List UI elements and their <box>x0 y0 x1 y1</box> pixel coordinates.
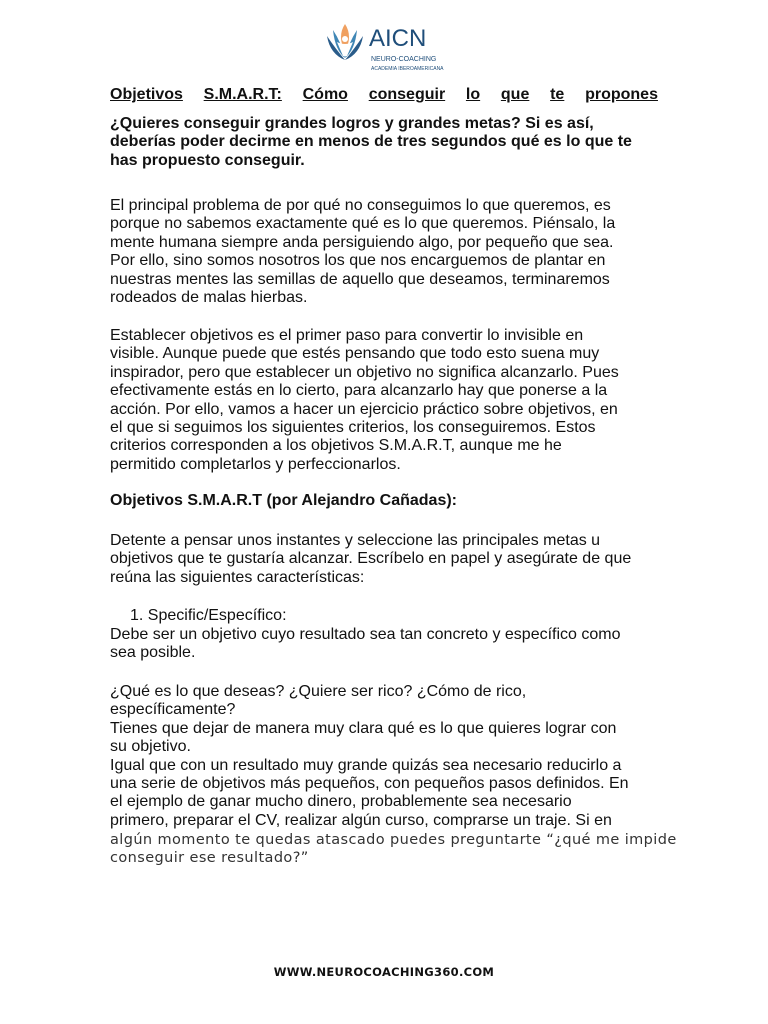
text-line: ¿Qué es lo que deseas? ¿Quiere ser rico? ¿Cómo de rico, <box>110 683 527 700</box>
text-line: el ejemplo de ganar mucho dinero, probablemente sea necesario <box>110 793 572 811</box>
text-line: inspirador, pero que establecer un objetivo no significa alcanzarlo. Pues <box>110 363 619 381</box>
text-line: El principal problema de por qué no conseguimos lo que queremos, es <box>110 197 611 214</box>
text-line: deberías poder decirme en menos de tres segundos qué es lo que te <box>110 133 632 151</box>
logo-text: AICN <box>369 25 427 52</box>
paragraph-1 <box>110 197 670 307</box>
footer-website: WWW.NEUROCOACHING360.COM <box>273 965 495 979</box>
text-line: acción. Por ello, vamos a hacer un ejercicio práctico sobre objetivos, en <box>110 400 618 418</box>
text-line: sea posible. <box>110 644 196 662</box>
text-line: el que si seguimos los siguientes criterios, los conseguiremos. Estos <box>110 419 596 437</box>
text-line: criterios corresponden a los objetivos S.M.A.R.T, aunque me he <box>110 437 562 455</box>
text-line: Tienes que dejar de manera muy clara qué es lo que quieres lograr con <box>110 719 617 737</box>
title-word: conseguir <box>368 86 446 103</box>
text-line: específicamente? <box>110 701 236 719</box>
text-line: objetivos que te gustaría alcanzar. Escríbelo en papel y asegúrate de que <box>110 550 632 568</box>
paragraph-5 <box>110 683 670 830</box>
text-line: algún momento te quedas atascado puedes preguntarte “¿qué me impide <box>110 832 677 848</box>
aicn-logo <box>325 22 455 79</box>
title-word: S.M.A.R.T: <box>203 86 282 103</box>
text-line: Detente a pensar unos instantes y seleccione las principales metas u <box>110 532 601 549</box>
text-line: ¿Quieres conseguir grandes logros y grandes metas? Si es así, <box>110 115 594 132</box>
lotus-icon <box>325 22 455 74</box>
title-word: Objetivos <box>110 86 183 103</box>
text-line: primero, preparar el CV, realizar algún curso, comprarse un traje. Si en <box>110 811 612 829</box>
text-line: nuestras mentes las semillas de aquello que deseamos, terminaremos <box>110 270 610 288</box>
paragraph-5-continued <box>110 831 677 868</box>
text-line: has propuesto conseguir. <box>110 151 305 169</box>
text-line: reúna las siguientes características: <box>110 568 365 586</box>
text-line: Por ello, sino somos nosotros los que nos encarguemos de plantar en <box>110 252 606 270</box>
logo-subtitle: NEURO-COACHING <box>371 56 437 63</box>
text-line: permitido completarlos y perfeccionarlos. <box>110 455 401 473</box>
title-word: Cómo <box>302 86 348 103</box>
title-word: lo <box>465 86 481 103</box>
text-line: Igual que con un resultado muy grande quizás sea necesario reducirlo a <box>110 756 622 774</box>
list-item-specific: 1. Specific/Específico: <box>130 607 287 624</box>
paragraph-3 <box>110 532 670 587</box>
page-title <box>110 86 658 104</box>
title-word: te <box>550 86 565 103</box>
text-line: Establecer objetivos es el primer paso para convertir lo invisible en <box>110 327 584 344</box>
text-line: efectivamente estás en lo cierto, para alcanzarlo hay que ponerse a la <box>110 382 608 400</box>
text-line: Debe ser un objetivo cuyo resultado sea tan concreto y específico como <box>110 626 621 643</box>
text-line: mente humana siempre anda persiguiendo algo, por pequeño que sea. <box>110 233 614 251</box>
text-line: una serie de objetivos más pequeños, con pequeños pasos definidos. En <box>110 775 629 793</box>
text-line: rodeados de malas hierbas. <box>110 289 308 307</box>
text-line: porque no sabemos exactamente qué es lo que queremos. Piénsalo, la <box>110 215 616 233</box>
text-line: conseguir ese resultado?” <box>110 850 309 867</box>
paragraph-2 <box>110 327 670 474</box>
intro-paragraph <box>110 115 670 170</box>
section-heading: Objetivos S.M.A.R.T (por Alejandro Cañadas): <box>110 492 457 509</box>
text-line: su objetivo. <box>110 738 191 756</box>
logo-tagline: ACADEMIA IBEROAMERICANA <box>371 66 444 72</box>
title-word: que <box>500 86 530 103</box>
title-word: propones <box>585 86 658 103</box>
paragraph-4 <box>110 626 670 663</box>
text-line: visible. Aunque puede que estés pensando que todo esto suena muy <box>110 345 600 363</box>
